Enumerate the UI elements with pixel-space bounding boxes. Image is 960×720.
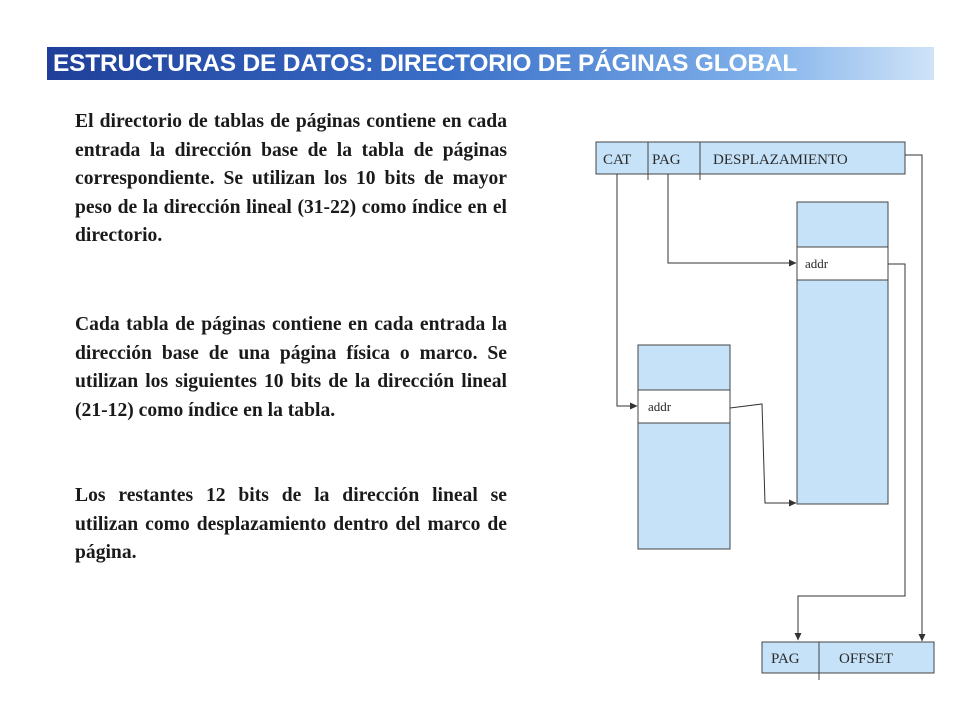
paragraph-offset: Los restantes 12 bits de la dirección lineal se utilizan como desplazamiento dentro del marco de página.	[75, 485, 507, 563]
directory-to-page-table-arrow	[730, 404, 796, 503]
physical-address-box	[762, 642, 934, 680]
linear-pag-label: PAG	[652, 152, 681, 168]
cat-to-directory-arrow	[617, 174, 637, 406]
pag-to-page-table-arrow	[668, 174, 796, 263]
linear-offset-label: DESPLAZAMIENTO	[713, 152, 848, 168]
physical-pag-label: PAG	[771, 651, 800, 667]
physical-offset-label: OFFSET	[839, 651, 894, 667]
paragraph-page-table: Cada tabla de páginas contiene en cada entrada la dirección base de una página física o marco. Se utilizan los siguientes 10 bits de la dirección lineal (21-12) como índice en la tabla.	[75, 314, 507, 421]
page-table-addr-label: addr	[805, 256, 829, 271]
paragraph-directory: El directorio de tablas de páginas contiene en cada entrada la dirección base de la tabla de páginas correspondiente. Se utilizan los 10 bits de mayor peso de la dirección lineal (31-22) como índice en el directorio.	[75, 111, 507, 246]
offset-to-physical-arrow	[905, 155, 922, 641]
linear-cat-label: CAT	[603, 152, 632, 168]
directory-addr-label: addr	[648, 399, 672, 414]
page-title: ESTRUCTURAS DE DATOS: DIRECTORIO DE PÁGINAS GLOBAL	[53, 50, 798, 77]
page-table-box	[797, 202, 888, 504]
linear-address-box	[596, 142, 905, 180]
directory-box	[638, 345, 730, 549]
